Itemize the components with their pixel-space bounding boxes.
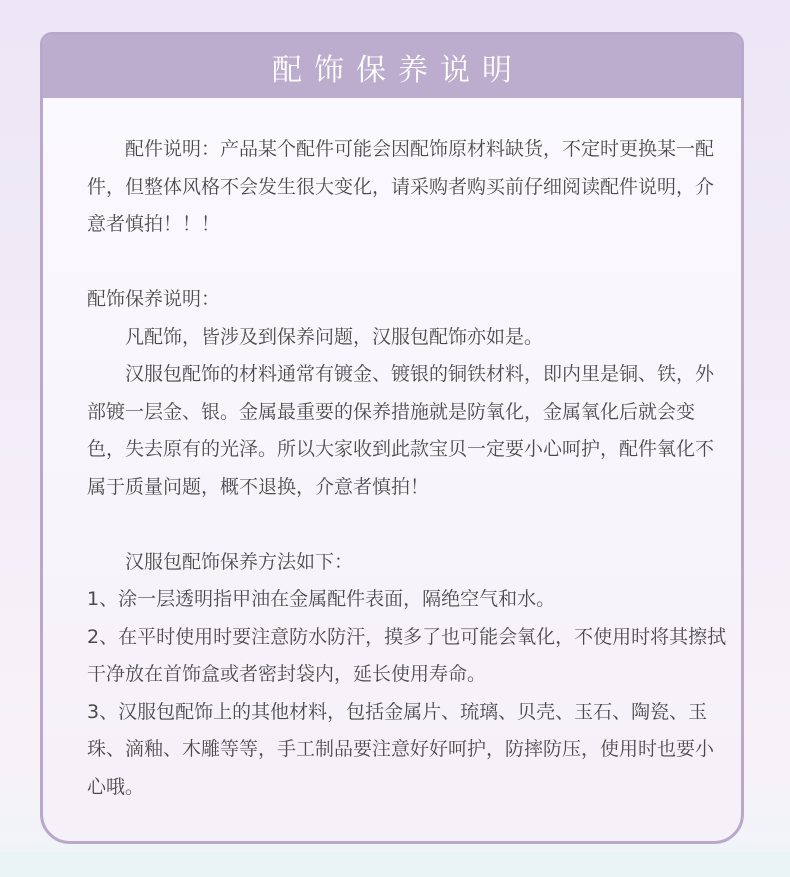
care-heading: 配饰保养说明： [87, 288, 221, 310]
method-item-3: 3、汉服包配饰上的其他材料，包括金属片、琉璃、贝壳、玉石、陶瓷、玉珠、滴釉、木雕等等，手工制品要注意好好呵护，防摔防压，使用时也要小心哦。 [87, 700, 715, 798]
card-body [87, 131, 727, 806]
spacer [87, 244, 727, 282]
care-material-paragraph: 汉服包配饰的材料通常有镀金、镀银的铜铁材料，即内里是铜、铁，外部镀一层金、银。金属最重要的保养措施就是防氧化，金属氧化后就会变色，失去原有的光泽。所以大家收到此款宝贝一定要小心呵护，配件氧化不属于质量问题，概不退换，介意者慎拍！ [87, 363, 715, 498]
care-instructions-card [40, 32, 744, 844]
bottom-strip [0, 852, 790, 877]
care-intro-paragraph: 凡配饰，皆涉及到保养问题，汉服包配饰亦如是。 [125, 325, 544, 348]
accessory-note-paragraph: 配件说明：产品某个配件可能会因配饰原材料缺货，不定时更换某一配件，但整体风格不会发生很大变化，请采购者购买前仔细阅读配件说明，介意者慎拍！！！ [87, 138, 715, 235]
methods-heading: 汉服包配饰保养方法如下： [125, 550, 354, 573]
card-title: 配饰保养说明 [272, 52, 524, 88]
card-header [43, 35, 741, 98]
method-item-2: 2、在平时使用时要注意防水防汗，摸多了也可能会氧化，不使用时将其擦拭干净放在首饰盒或者密封袋内，延长使用寿命。 [87, 625, 727, 685]
method-item-1: 1、涂一层透明指甲油在金属配件表面，隔绝空气和水。 [87, 588, 556, 610]
spacer [87, 506, 727, 544]
